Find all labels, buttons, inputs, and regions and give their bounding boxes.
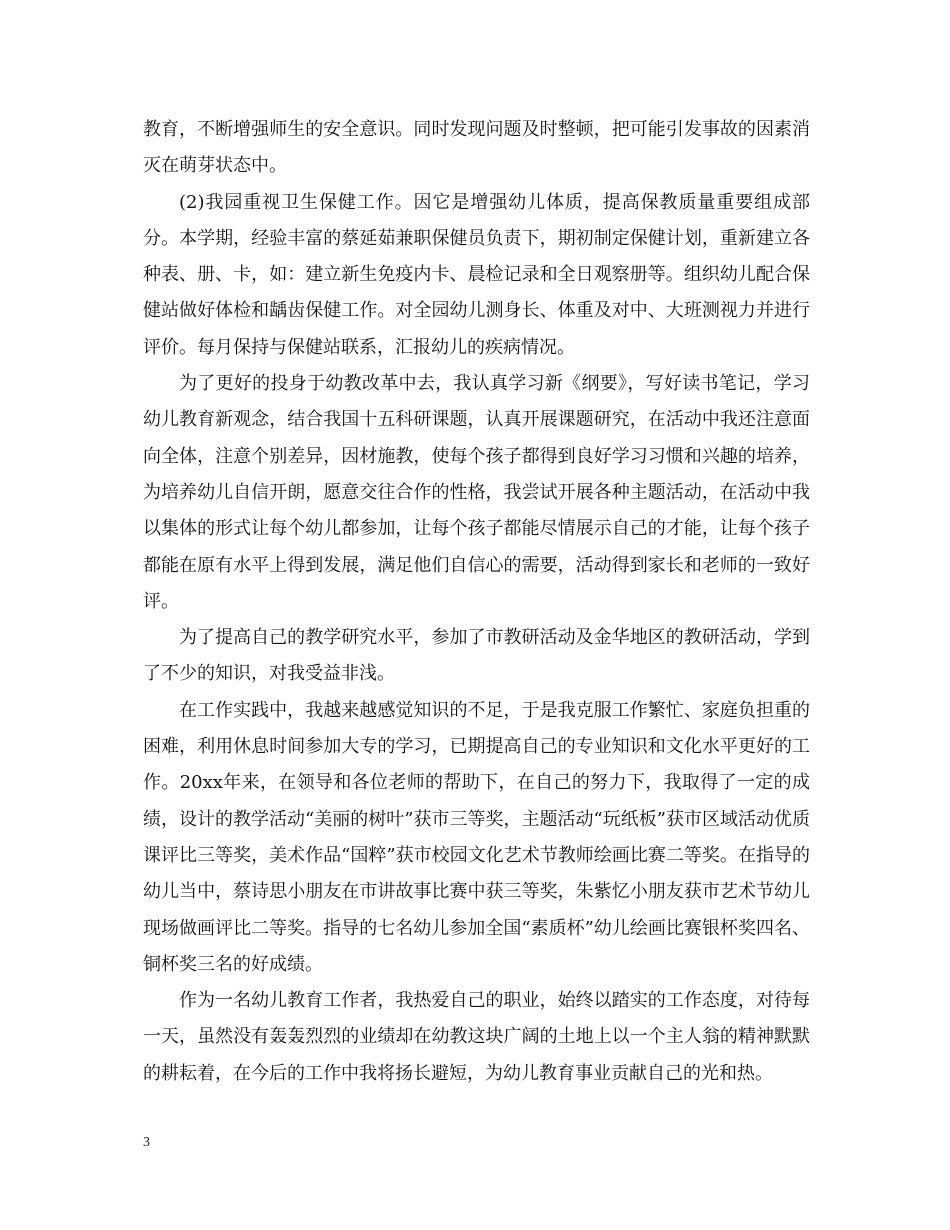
document-body <box>143 112 810 1092</box>
paragraph-education-reform: 为了更好的投身于幼教改革中去，我认真学习新《纲要》，写好读书笔记，学习幼儿教育新观念，结合我国十五科研课题，认真开展课题研究，在活动中我还注意面向全体，注意个别差异，因材施教，使每个孩子都得到良好学习习惯和兴趣的培养，为培养幼儿自信开朗，愿意交往合作的性格，我尝试开展各种主题活动，在活动中我以集体的形式让每个幼儿都参加，让每个孩子都能尽情展示自己的才能，让每个孩子都能在原有水平上得到发展，满足他们自信心的需要，活动得到家长和老师的一致好评。 <box>143 373 810 612</box>
paragraph-achievements: 在工作实践中，我越来越感觉知识的不足，于是我克服工作繁忙、家庭负担重的困难，利用休息时间参加大专的学习，已期提高自己的专业知识和文化水平更好的工作。20xx年来，在领导和各位老师的帮助下，在自己的努力下，我取得了一定的成绩，设计的教学活动“美丽的树叶”获市三等奖，主题活动“玩纸板”获市区域活动优质课评比三等奖，美术作品“国粹”获市校园文化艺术节教师绘画比赛二等奖。在指导的幼儿当中，蔡诗思小朋友在市讲故事比赛中获三等奖，朱紫忆小朋友获市艺术节幼儿现场做画评比二等奖。指导的七名幼儿参加全国“素质杯”幼儿绘画比赛银杯奖四名、铜杯奖三名的好成绩。 <box>143 699 810 975</box>
page-number: 3 <box>143 1135 150 1150</box>
paragraph-safety-continuation: 教育，不断增强师生的安全意识。同时发现问题及时整顿，把可能引发事故的因素消灭在萌芽状态中。 <box>143 119 810 177</box>
paragraph-conclusion: 作为一名幼儿教育工作者，我热爱自己的职业，始终以踏实的工作态度，对待每一天，虽然没有轰轰烈烈的业绩却在幼教这块广阔的土地上以一个主人翁的精神默默的耕耘着，在今后的工作中我将扬长避短，为幼儿教育事业贡献自己的光和热。 <box>143 990 810 1084</box>
paragraph-teaching-research: 为了提高自己的教学研究水平，参加了市教研活动及金华地区的教研活动，学到了不少的知识，对我受益非浅。 <box>143 627 810 685</box>
paragraph-health-care: (2)我园重视卫生保健工作。因它是增强幼儿体质，提高保教质量重要组成部分。本学期，经验丰富的蔡延茹兼职保健员负责下，期初制定保健计划，重新建立各种表、册、卡，如：建立新生免疫内卡、晨检记录和全日观察册等。组织幼儿配合保健站做好体检和龋齿保健工作。对全园幼儿测身长、体重及对中、大班测视力并进行评价。每月保持与保健站联系，汇报幼儿的疾病情况。 <box>143 191 810 358</box>
